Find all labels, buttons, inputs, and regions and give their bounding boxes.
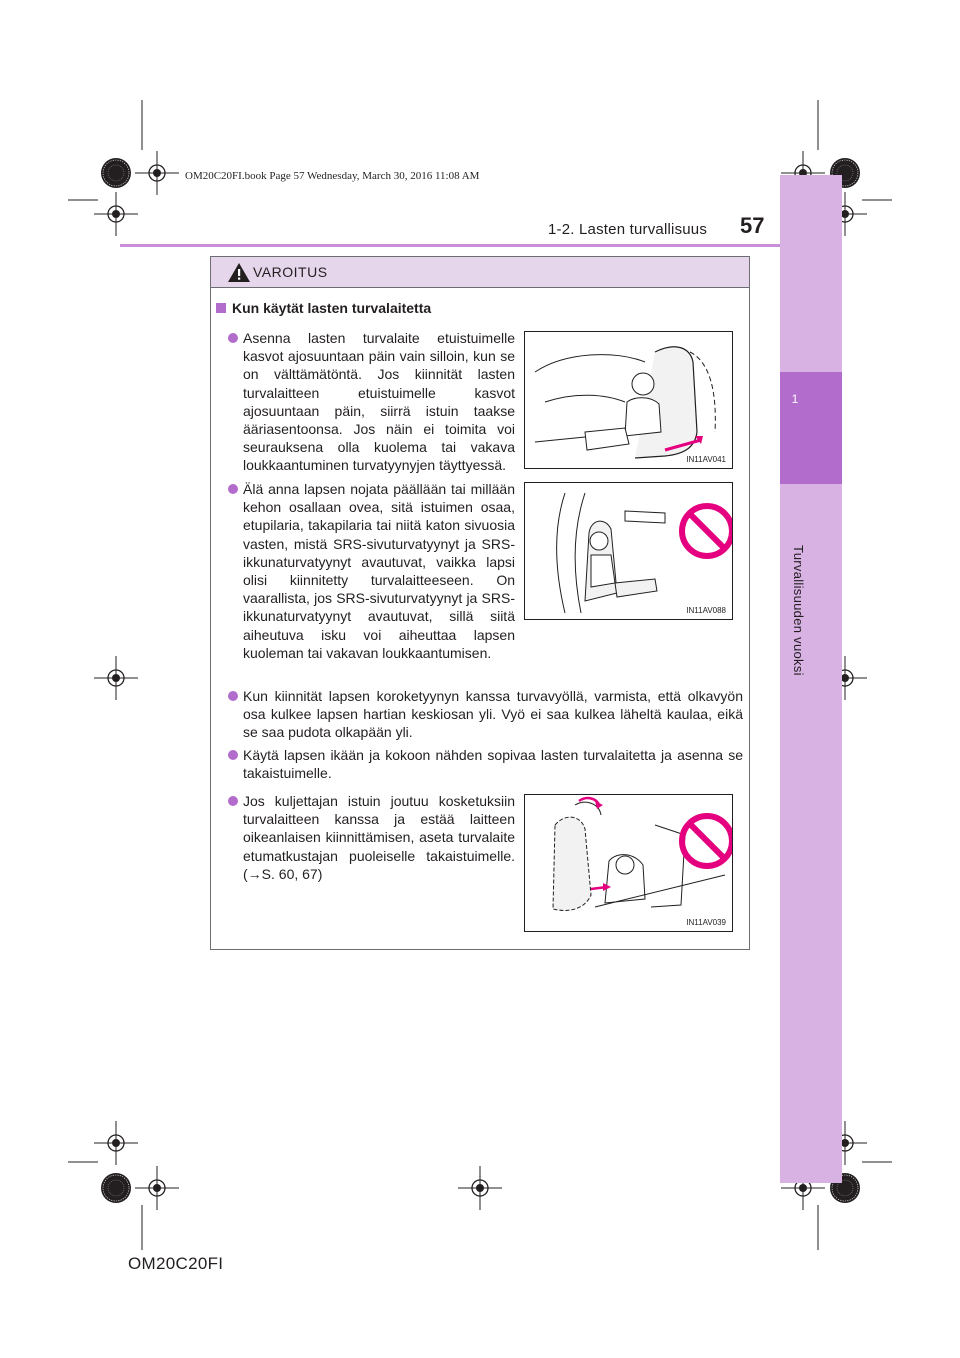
- square-bullet-icon: [216, 303, 226, 313]
- child-seat-front-illustration: [525, 332, 732, 468]
- chapter-title: Turvallisuuden vuoksi: [791, 545, 806, 676]
- warning-bullet: [243, 329, 515, 475]
- warning-bullet: [243, 792, 515, 883]
- page-number: 57: [740, 213, 765, 238]
- bullet-dot-icon: [228, 796, 238, 806]
- bullet-text: Jos kuljettajan istuin joutuu kosketuksiin turvalaitteen kanssa ja estää laitteen oikeanlaisen kiinnittämisen, aseta turvalaite etumatkustajan puoleiselle takaistuimelle. (→S. 60, 67): [243, 793, 515, 882]
- bullet-text: Kun kiinnität lapsen koroketyynyn kanssa turvavyöllä, varmista, että olkavyön osa kulkee lapsen hartian keskiosan yli. Vyö ei saa kulkea läheltä kaulaa, eikä se saa pudota olkapään yli.: [243, 688, 743, 741]
- warning-bullet: [243, 687, 743, 742]
- bullet-text: Käytä lapsen ikään ja kokoon nähden sopivaa lasten turvalaitetta ja asenna se takaistuimelle.: [243, 747, 743, 782]
- figure-child-lean-prohibited: [524, 482, 733, 620]
- bullet-text: Älä anna lapsen nojata päällään tai millään kehon osallaan ovea, sitä istuimen osaa, etupilaria, takapilaria tai niitä katon sivuosia vasten, mistä SRS-sivuturvatyynyt ja SRS-ikkunaturvatyynyt avautuvat, vaikka lapsi olisi kiinnitetty turvalaitteeseen. On vaarallista, jos SRS-sivuturvatyynyt ja SRS-ikkunaturvatyynyt avautuvat, sillä siitä aiheutuva isku voi aiheuttaa lapsen kuoleman tai vakavan loukkaantumisen.: [243, 481, 515, 661]
- bullet-dot-icon: [228, 333, 238, 343]
- warning-header: [211, 257, 749, 288]
- figure-code: IN11AV039: [686, 918, 726, 927]
- warning-box: [210, 256, 750, 950]
- print-info: OM20C20FI.book Page 57 Wednesday, March 30, 2016 11:08 AM: [185, 170, 480, 182]
- figure-child-seat-front: [524, 331, 733, 469]
- warning-bullet: [243, 480, 515, 662]
- warning-triangle-icon: [227, 262, 251, 283]
- bullet-dot-icon: [228, 750, 238, 760]
- figure-driver-seat-contact: [524, 794, 733, 932]
- child-lean-illustration: [525, 483, 732, 619]
- warning-bullet: [243, 746, 743, 782]
- warning-subheading-text: Kun käytät lasten turvalaitetta: [232, 300, 432, 316]
- manual-code: OM20C20FI: [128, 1254, 224, 1273]
- header-rule: [120, 244, 780, 247]
- section-title: 1-2. Lasten turvallisuus: [548, 221, 708, 238]
- chapter-side-tab-active: [780, 372, 842, 484]
- bullet-dot-icon: [228, 691, 238, 701]
- figure-code: IN11AV041: [686, 455, 726, 464]
- driver-seat-contact-illustration: [525, 795, 732, 931]
- bullet-dot-icon: [228, 484, 238, 494]
- chapter-number: 1: [791, 392, 799, 406]
- bullet-text: Asenna lasten turvalaite etuistuimelle kasvot ajosuuntaan päin vain silloin, kun se on välttämätöntä. Jos kiinnität lasten turvalaitteen etuistuimelle kasvot ajosuuntaan päin, siirrä istuin taakse ääriasentoonsa. Jos näin ei toimita voi seurauksena olla kuolema tai vakava loukkaantuminen turvatyynyjen täyttyessä.: [243, 330, 515, 474]
- warning-label: VAROITUS: [253, 264, 328, 280]
- figure-code: IN11AV088: [686, 606, 726, 615]
- warning-subheading: [216, 300, 431, 316]
